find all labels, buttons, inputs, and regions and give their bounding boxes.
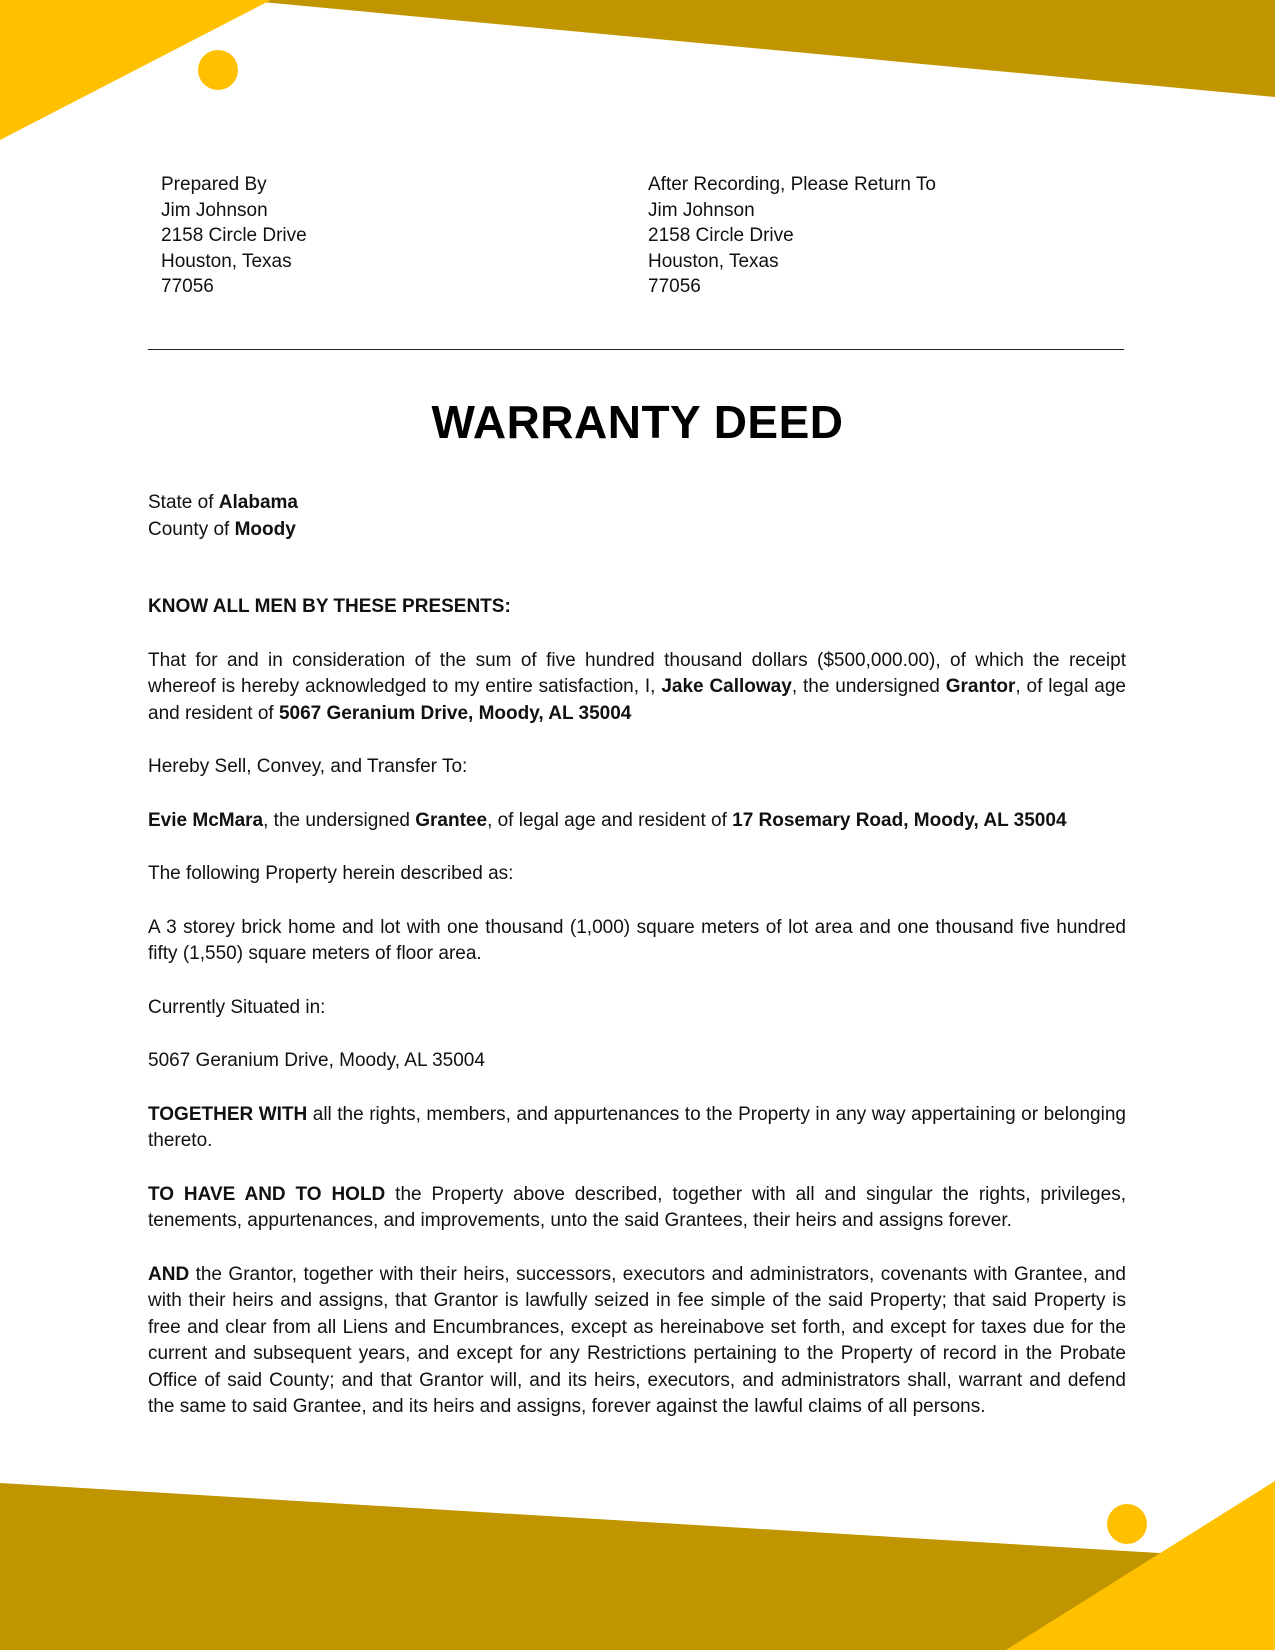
- county-value: Moody: [234, 518, 296, 540]
- property-description: A 3 storey brick home and lot with one thousand (1,000) square meters of lot area and one thousand five hundred fifty (1,550) square meters of floor area.: [148, 916, 1126, 964]
- grantee-text-1: , the undersigned: [263, 809, 416, 831]
- return-to-block: [648, 172, 936, 300]
- top-left-bright-triangle: [0, 0, 271, 140]
- grantee-address: 17 Rosemary Road, Moody, AL 35004: [732, 809, 1067, 831]
- return-to-heading: After Recording, Please Return To: [648, 174, 936, 195]
- bottom-right-bright-triangle: [1006, 1481, 1275, 1650]
- deed-body: [148, 594, 1126, 1448]
- state-value: Alabama: [218, 492, 298, 513]
- know-all-heading: [148, 594, 1126, 621]
- return-to-zip: 77056: [648, 276, 701, 297]
- bottom-circle: [1107, 1504, 1147, 1544]
- grantor-name: Jake Calloway: [661, 676, 792, 697]
- situated-address: 5067 Geranium Drive, Moody, AL 35004: [148, 1050, 485, 1071]
- property-intro: The following Property herein described as:: [148, 863, 514, 884]
- top-dark-band: [240, 0, 1275, 97]
- prepared-by-city: Houston, Texas: [161, 250, 292, 272]
- state-line: [148, 490, 1126, 517]
- transfer-line: Hereby Sell, Convey, and Transfer To:: [148, 756, 468, 777]
- together-text: all the rights, members, and appurtenances to the Property in any way appertaining or belonging thereto.: [148, 1103, 1126, 1151]
- prepared-by-block: [161, 172, 307, 300]
- to-have-paragraph: [148, 1182, 1126, 1235]
- return-to-street: 2158 Circle Drive: [648, 225, 794, 246]
- consideration-text-3: , of legal age and resident of: [148, 676, 1126, 724]
- to-have-text: the Property above described, together with all and singular the rights, privileges, tenements, appurtenances, and improvements, unto the said Grantees, their heirs and assigns forever.: [148, 1183, 1126, 1231]
- together-lead: TOGETHER WITH: [148, 1103, 308, 1125]
- covenant-paragraph: [148, 1262, 1126, 1421]
- document-title: WARRANTY DEED: [431, 396, 844, 448]
- top-circle: [198, 50, 238, 90]
- grantor-label: Grantor: [945, 676, 1016, 697]
- bottom-dark-band: [0, 1483, 1275, 1650]
- consideration-text-2: , the undersigned: [791, 676, 946, 697]
- grantee-paragraph: [148, 808, 1126, 835]
- covenant-lead: AND: [148, 1263, 190, 1285]
- grantor-address: 5067 Geranium Drive, Moody, AL 35004: [278, 702, 632, 724]
- situated-label: Currently Situated in:: [148, 996, 326, 1018]
- prepared-by-name: Jim Johnson: [161, 199, 268, 221]
- consideration-paragraph: [148, 648, 1126, 728]
- return-to-city: Houston, Texas: [648, 250, 779, 272]
- prepared-by-zip: 77056: [161, 276, 214, 297]
- header-divider: [148, 349, 1124, 350]
- covenant-text: the Grantor, together with their heirs, successors, executors and administrators, covenants with Grantee, and with their heirs and assigns, that Grantor is lawfully seized in fee simple of the said Property; that said Property is free and clear from all Liens and Encumbrances, except as hereinabove set forth, and except for taxes due for the current and subsequent years, and except for any Restrictions pertaining to the Property of record in the Probate Office of said County; and that Grantor will, and its heirs, executors, and administrators shall, warrant and defend the same to said Grantee, and its heirs and assigns, forever against the lawful claims of all persons.: [148, 1263, 1126, 1417]
- jurisdiction-block: [148, 490, 1126, 543]
- prepared-by-heading: Prepared By: [161, 174, 267, 195]
- consideration-text-1: That for and in consideration of the sum of five hundred thousand dollars ($500,000.00), of which the receipt whereof is hereby acknowledged to my entire satisfaction, I,: [148, 649, 1126, 697]
- grantee-name: Evie McMara: [148, 809, 264, 831]
- return-to-name: Jim Johnson: [648, 199, 755, 221]
- county-line: [148, 517, 1126, 544]
- know-all-text: KNOW ALL MEN BY THESE PRESENTS:: [148, 596, 511, 617]
- prepared-by-street: 2158 Circle Drive: [161, 225, 307, 246]
- grantee-label: Grantee: [415, 809, 488, 831]
- to-have-lead: TO HAVE AND TO HOLD: [148, 1183, 386, 1205]
- together-paragraph: [148, 1102, 1126, 1155]
- grantee-text-2: , of legal age and resident of: [487, 809, 733, 831]
- state-label: State of: [148, 492, 214, 513]
- county-label: County of: [148, 518, 230, 540]
